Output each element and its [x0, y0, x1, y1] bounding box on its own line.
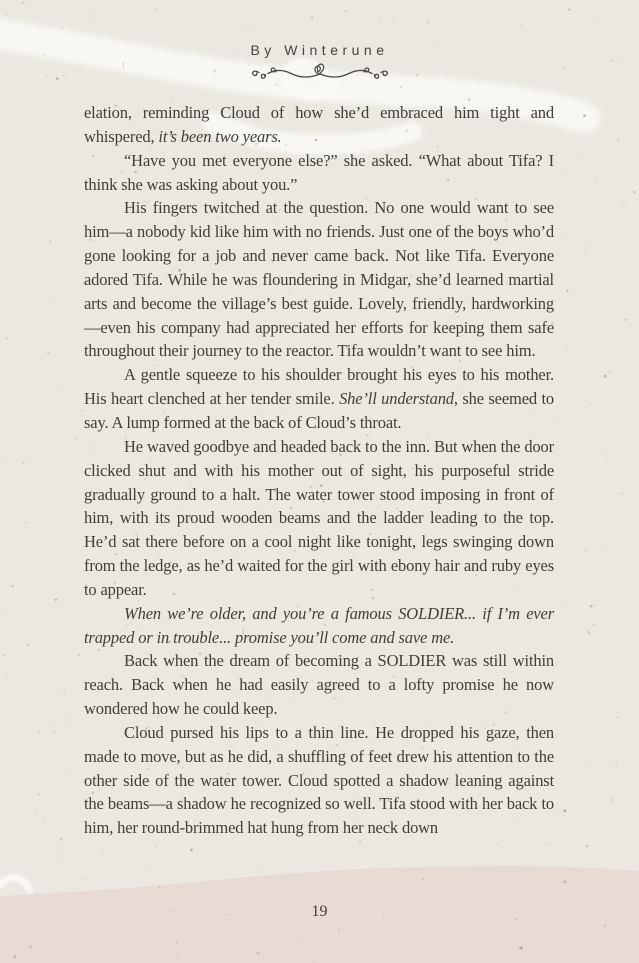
text-run: A gentle squeeze to his shoulder brought his eyes to his mother. His heart clenched at her tender smile.: [84, 365, 554, 409]
text-run: elation, reminding Cloud of how she’d embraced him tight and whispered,: [84, 103, 554, 146]
flourish-center-ornament: [314, 64, 323, 73]
text-run: Back when the dream of becoming a SOLDIER was still within reach. Back when he had easily agreed to a lofty promise he now wondered how he could keep.: [84, 651, 554, 719]
byline: By Winterune: [250, 42, 389, 58]
paragraph: [84, 721, 554, 840]
paragraph: [84, 602, 554, 650]
text-run: Cloud pursed his lips to a thin line. He dropped his gaze, then made to move, but as he did, a shuffling of feet drew his attention to the other side of the water tower. Cloud spotted a shadow leaning against the beams—a shadow he recognized so well. Tifa stood with her back to him, her round-brimmed hat hung from her neck down: [84, 722, 554, 838]
italic-text-run: When we’re older, and you’re a famous SOLDIER... if I’m ever trapped or in trouble... promise you’ll come and save me.: [84, 603, 554, 647]
paragraph: [84, 649, 554, 721]
text-run: , she seemed to say. A lump formed at the back of Cloud’s throat.: [84, 389, 554, 432]
corner-streak-icon: [0, 877, 30, 892]
page-number: 19: [311, 903, 328, 920]
text-run: He waved goodbye and headed back to the inn. But when the door clicked shut and with his mother out of sight, his purposeful stride gradually ground to a halt. The water tower stood imposing in front of him, with its proud wooden beams and the ladder leading to the top. He’d sat there before on a cool night like tonight, legs swinging down from the ledge, as he’d waited for the girl with ebony hair and ruby eyes to appear.: [84, 436, 554, 599]
paragraph: [84, 101, 554, 149]
page-footer: [0, 903, 639, 921]
paragraph: [84, 196, 554, 363]
flourish-right-vine: [320, 68, 387, 78]
text-run: His fingers twitched at the question. No one would want to see him—a nobody kid like him with no friends. Just one of the boys who’d gone looking for a job and never came back. Not like Tifa. Everyone adored Tifa. While he was floundering in Midgar, she’d learned martial arts and become the village’s best guide. Lovely, friendly, hardworking—even his company had appreciated her efforts for keeping them safe throughout their journey to the reactor. Tifa wouldn’t want to see him.: [84, 198, 554, 361]
page-header: [0, 42, 639, 85]
paragraph: [84, 149, 554, 197]
text-run: “Have you met everyone else?” she asked. “What about Tifa? I think she was asking about you.”: [84, 150, 554, 194]
flourish-left-vine: [252, 68, 319, 78]
divider-flourish-icon: [245, 61, 395, 85]
italic-text-run: it’s been two years.: [158, 126, 282, 146]
italic-text-run: She’ll understand: [339, 389, 454, 409]
body-text: [84, 101, 554, 840]
paragraph: [84, 363, 554, 435]
paragraph: [84, 435, 554, 602]
